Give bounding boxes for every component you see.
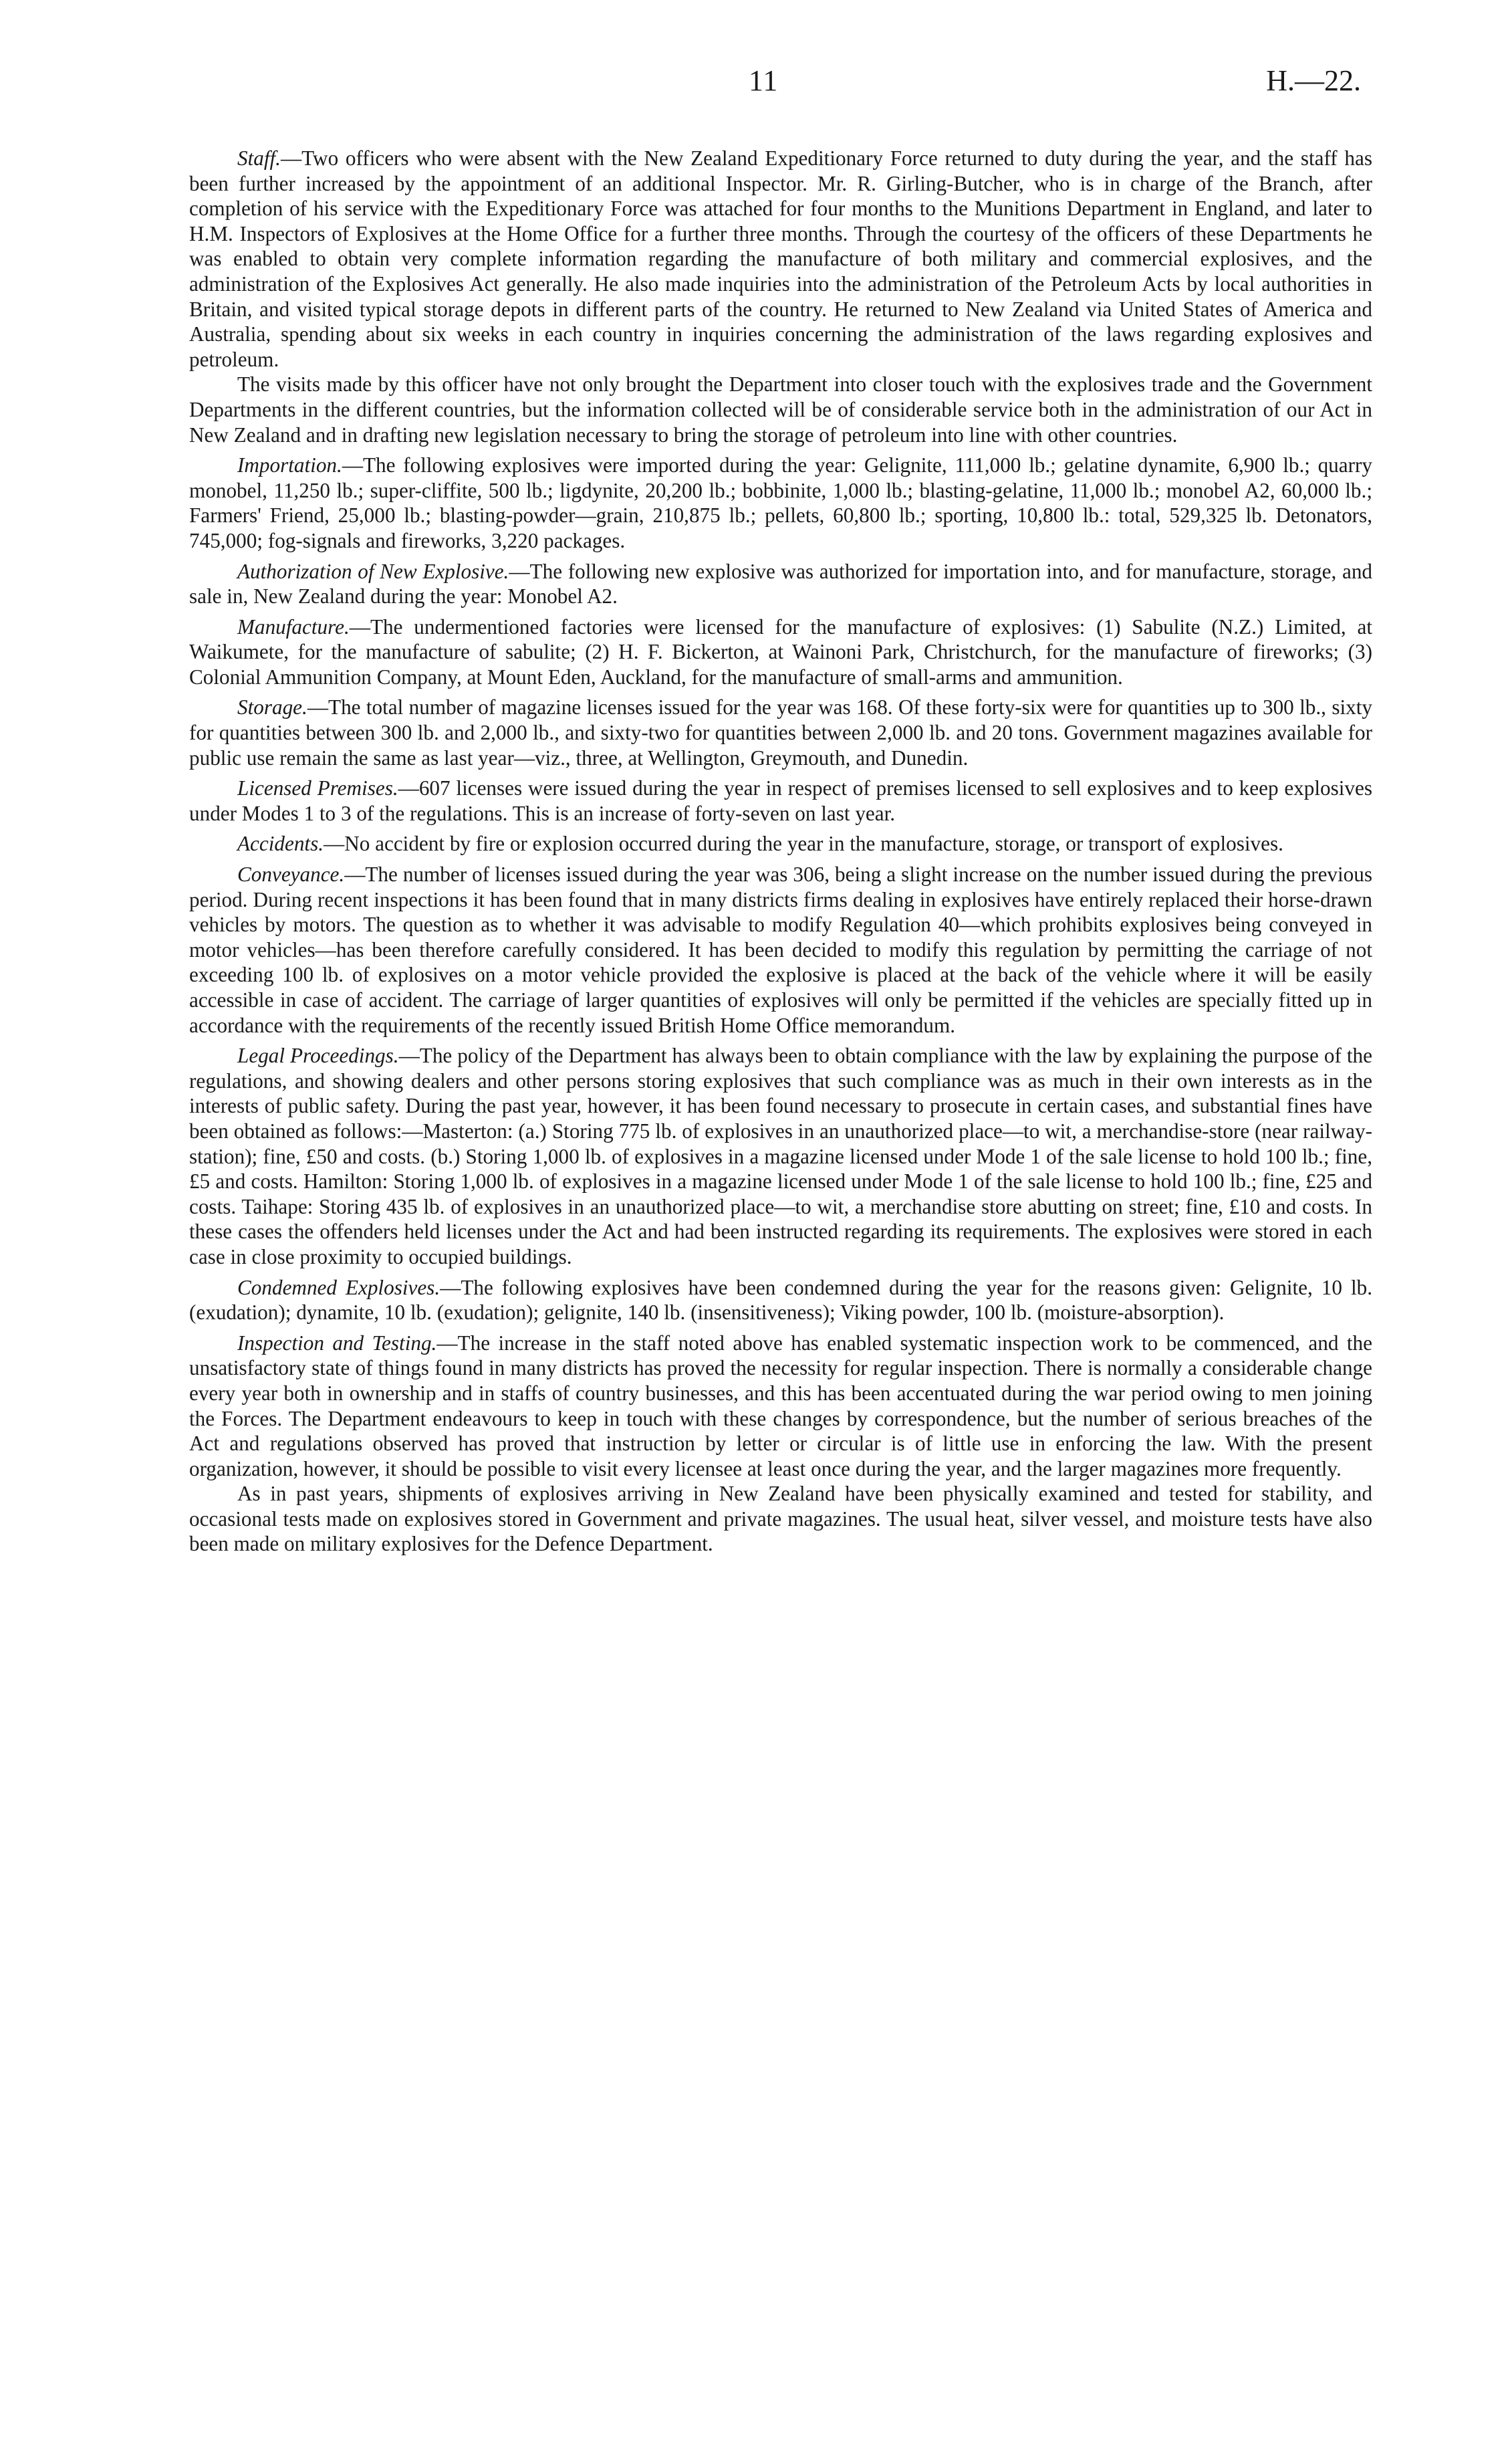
paragraph-manufacture bbox=[189, 614, 1372, 690]
paragraph-text: —The following explosives have been condemned during the year for the reasons given: Gelignite, 10 lb. (exudation); dynamite, 10 lb. (exudation); gelignite, 140 lb. (insensitiveness); Viking powder, 100 lb. (moisture-absorption). bbox=[189, 1275, 1372, 1325]
section-heading-manufacture: Manufacture. bbox=[237, 614, 350, 639]
paragraph-storage bbox=[189, 695, 1372, 770]
paragraph-text: —The following explosives were imported during the year: Gelignite, 111,000 lb.; gelatine dynamite, 6,900 lb.; quarry monobel, 11,250 lb.; super-cliffite, 500 lb.; ligdynite, 20,200 lb.; bobbinite, 1,000 lb.; blasting-gelatine, 11,000 lb.; monobel A2, 60,000 lb.; Farmers' Friend, 25,000 lb.; blasting-powder—grain, 210,875 lb.; pellets, 60,800 lb.; sporting, 10,800 lb.: total, 529,325 lb. Detonators, 745,000; fog-signals and fireworks, 3,220 packages. bbox=[189, 453, 1372, 552]
paragraph-legal-proceedings bbox=[189, 1043, 1372, 1269]
section-heading-condemned-explosives: Condemned Explosives. bbox=[237, 1275, 441, 1299]
paragraph-shipments bbox=[189, 1481, 1372, 1557]
section-heading-staff: Staff. bbox=[237, 146, 281, 170]
report-body bbox=[189, 146, 1372, 1557]
paragraph-importation bbox=[189, 453, 1372, 553]
paragraph-text: The visits made by this officer have not only brought the Department into closer touch with the explosives trade and the Government Departments in the different countries, but the information collected will be of considerable service both in the administration of our Act in New Zealand and in drafting new legislation necessary to bring the storage of petroleum into line with other countries. bbox=[189, 372, 1372, 447]
paragraph-text: —The increase in the staff noted above has enabled systematic inspection work to be commenced, and the unsatisfactory state of things found in many districts has proved the necessity for regular inspection. There is normally a considerable change every year both in ownership and in staffs of country businesses, and this has been accentuated during the war period owing to men joining the Forces. The Department endeavours to keep in touch with these changes by correspondence, but the number of serious breaches of the Act and regulations observed has proved that instruction by letter or circular is of little use in enforcing the law. With the present organization, however, it should be possible to visit every licensee at least once during the year, and the larger magazines more frequently. bbox=[189, 1331, 1372, 1480]
section-heading-importation: Importation. bbox=[237, 453, 342, 477]
paragraph-text: —The number of licenses issued during the year was 306, being a slight increase on the number issued during the previous period. During recent inspections it has been found that in many districts firms dealing in explosives have entirely replaced their horse-drawn vehicles by motors. The question as to whether it was advisable to modify Regulation 40—which prohibits explosives being conveyed in motor vehicles—has been therefore carefully considered. It has been decided to modify this regulation by permitting the carriage of not exceeding 100 lb. of explosives on a motor vehicle provided the explosive is placed at the back of the vehicle where it will be easily accessible in case of accident. The carriage of larger quantities of explosives will only be permitted if the vehicles are specially fitted up in accordance with the requirements of the recently issued British Home Office memorandum. bbox=[189, 863, 1372, 1037]
section-heading-legal-proceedings: Legal Proceedings. bbox=[237, 1044, 399, 1068]
paragraph-text: —607 licenses were issued during the year in respect of premises licensed to sell explosives and to keep explosives under Modes 1 to 3 of the regulations. This is an increase of forty-seven on last year. bbox=[189, 776, 1373, 825]
section-heading-inspection-testing: Inspection and Testing. bbox=[237, 1331, 437, 1355]
section-heading-accidents: Accidents. bbox=[237, 832, 324, 856]
paragraph-text: —Two officers who were absent with the New Zealand Expeditionary Force returned to duty during the year, and the staff has been further increased by the appointment of an additional Inspector. Mr. R. Girling-Butcher, who is in charge of the Branch, after completion of his service with the Expeditionary Force was attached for four months to the Munitions Department in England, and later to H.M. Inspectors of Explosives at the Home Office for a further three months. Through the courtesy of the officers of these Departments he was enabled to obtain very complete information regarding the manufacture of both military and commercial explosives, and the administration of the Explosives Act generally. He also made inquiries into the administration of the Petroleum Acts by local authorities in Britain, and visited typical storage depots in different parts of the country. He returned to New Zealand via United States of America and Australia, spending about six weeks in each country in inquiries concerning the administration of the laws regarding explosives and petroleum. bbox=[189, 146, 1372, 371]
section-heading-storage: Storage. bbox=[237, 695, 307, 719]
paragraph-text: —The undermentioned factories were licensed for the manufacture of explosives: (1) Sabulite (N.Z.) Limited, at Waikumete, for the manufacture of sabulite; (2) H. F. Bickerton, at Wainoni Park, Christchurch, for the manufacture of fireworks; (3) Colonial Ammunition Company, at Mount Eden, Auckland, for the manufacture of small-arms and ammunition. bbox=[189, 614, 1372, 689]
paragraph-text: —The total number of magazine licenses issued for the year was 168. Of these forty-six were for quantities up to 300 lb., sixty for quantities between 300 lb. and 2,000 lb., and sixty-two for quantities between 2,000 lb. and 20 tons. Government magazines available for public use remain the same as last year—viz., three, at Wellington, Greymouth, and Dunedin. bbox=[189, 695, 1372, 770]
document-reference: H.—22. bbox=[1266, 64, 1361, 97]
section-heading-licensed-premises: Licensed Premises. bbox=[237, 776, 398, 800]
paragraph-text: —The following new explosive was authorized for importation into, and for manufacture, storage, and sale in, New Zealand during the year: Monobel A2. bbox=[189, 559, 1373, 608]
paragraph-text: —No accident by fire or explosion occurred during the year in the manufacture, storage, or transport of explosives. bbox=[324, 832, 1283, 856]
paragraph-condemned-explosives bbox=[189, 1275, 1372, 1325]
section-heading-conveyance: Conveyance. bbox=[237, 863, 345, 887]
section-heading-authorization: Authorization of New Explosive. bbox=[237, 559, 509, 583]
page-number: 11 bbox=[749, 64, 779, 97]
paragraph-text: —The policy of the Department has always been to obtain compliance with the law by explaining the purpose of the regulations, and showing dealers and other persons storing explosives that such compliance was as much in their own interests as in the interests of public safety. During the past year, however, it has been found necessary to prosecute in certain cases, and substantial fines have been obtained as follows:—Masterton: (a.) Storing 775 lb. of explosives in an unauthorized place—to wit, a merchandise-store (near railway-station); fine, £50 and costs. (b.) Storing 1,000 lb. of explosives in a magazine licensed under Mode 1 of the sale license to hold 100 lb.; fine, £5 and costs. Hamilton: Storing 1,000 lb. of explosives in a magazine licensed under Mode 1 of the sale license to hold 100 lb.; fine, £25 and costs. Taihape: Storing 435 lb. of explosives in an unauthorized place—to wit, a merchandise store abutting on street; fine, £10 and costs. In these cases the offenders held licenses under the Act and had been instructed regarding its requirements. The explosives were stored in each case in close proximity to occupied buildings. bbox=[189, 1044, 1372, 1268]
paragraph-staff bbox=[189, 146, 1372, 372]
paragraph-accidents bbox=[189, 831, 1372, 857]
paragraph-staff-continued bbox=[189, 372, 1372, 447]
paragraph-text: As in past years, shipments of explosives arriving in New Zealand have been physically examined and tested for stability, and occasional tests made on explosives stored in Government and private magazines. The usual heat, silver vessel, and moisture tests have also been made on military explosives for the Defence Department. bbox=[189, 1482, 1372, 1556]
paragraph-authorization bbox=[189, 559, 1372, 609]
paragraph-licensed-premises bbox=[189, 776, 1372, 826]
page-header bbox=[0, 64, 1508, 117]
paragraph-conveyance bbox=[189, 862, 1372, 1038]
paragraph-inspection-testing bbox=[189, 1331, 1372, 1482]
